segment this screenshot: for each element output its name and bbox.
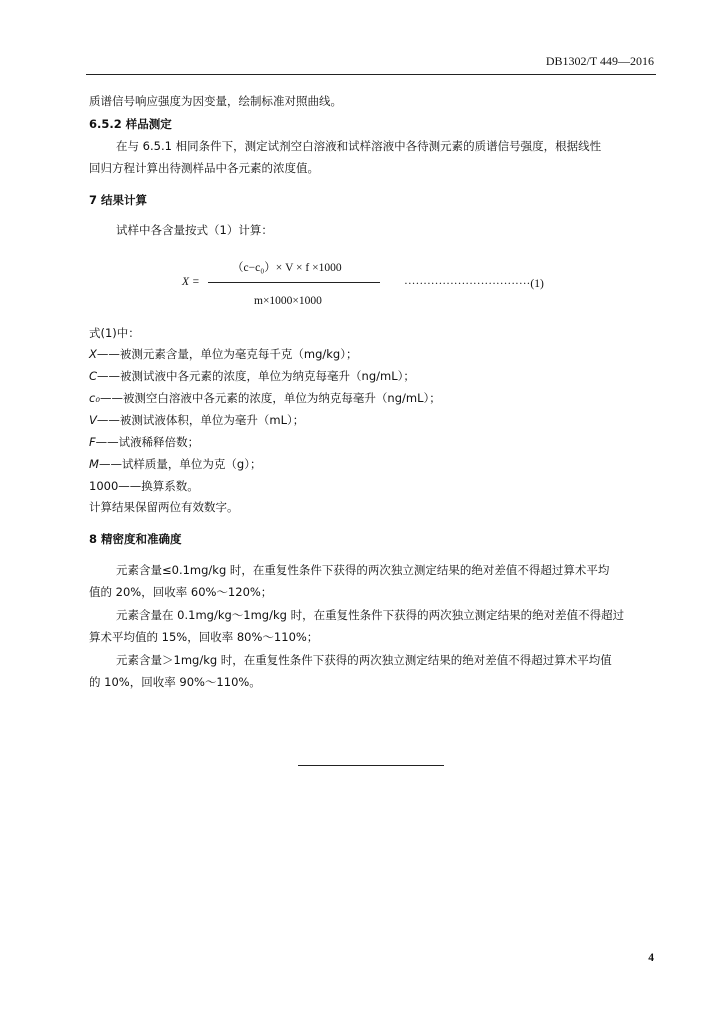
- formula-number: ·································(1): [404, 278, 544, 290]
- body-text-line: 值的 20%，回收率 60%～120%；: [89, 585, 273, 599]
- formula-numerator: （c−c₀）× V × f ×1000: [232, 262, 342, 274]
- header-rule: [86, 74, 656, 75]
- definition-item: C——被测试液中各元素的浓度，单位为纳克每毫升（ng/mL）；: [89, 369, 415, 383]
- fraction-bar: [208, 282, 380, 283]
- body-text-line: 在与 6.5.1 相同条件下，测定试剂空白溶液和试样溶液中各待测元素的质谱信号强度，根据线性: [116, 139, 602, 153]
- body-text-line: 元素含量≤0.1mg/kg 时，在重复性条件下获得的两次独立测定结果的绝对差值不得超过算术平均: [116, 563, 610, 577]
- end-of-document-rule: [298, 765, 444, 766]
- section-heading-6-5-2: 6.5.2 样品测定: [89, 117, 172, 131]
- page-number: 4: [648, 952, 654, 964]
- body-text-line: 回归方程计算出待测样品中各元素的浓度值。: [89, 161, 319, 175]
- section-heading-7: 7 结果计算: [89, 193, 148, 207]
- result-note: 计算结果保留两位有效数字。: [89, 500, 239, 514]
- formula-lhs: X =: [182, 276, 200, 288]
- body-text-line: 的 10%，回收率 90%～110%。: [89, 675, 261, 689]
- definition-item: M——试样质量，单位为克（g）；: [89, 457, 262, 471]
- definition-item: c₀——被测空白溶液中各元素的浓度，单位为纳克每毫升（ng/mL）；: [89, 391, 441, 405]
- standard-code: DB1302/T 449—2016: [545, 54, 654, 68]
- definition-item: 1000——换算系数。: [89, 479, 199, 493]
- definition-item: X——被测元素含量，单位为毫克每千克（mg/kg）；: [89, 347, 358, 361]
- formula-denominator: m×1000×1000: [254, 295, 322, 307]
- body-text-line: 元素含量在 0.1mg/kg～1mg/kg 时，在重复性条件下获得的两次独立测定结果的绝对差值不得超过: [116, 608, 625, 622]
- section-heading-8: 8 精密度和准确度: [89, 532, 182, 546]
- where-label: 式(1)中：: [89, 326, 140, 340]
- formula-intro: 试样中各含量按式（1）计算：: [116, 223, 273, 237]
- definition-item: V——被测试液体积，单位为毫升（mL）；: [89, 413, 305, 427]
- definition-item: F——试液稀释倍数；: [89, 435, 200, 449]
- body-text-line: 算术平均值的 15%，回收率 80%～110%；: [89, 630, 319, 644]
- body-text-line: 质谱信号响应强度为因变量，绘制标准对照曲线。: [89, 94, 342, 108]
- body-text-line: 元素含量＞1mg/kg 时，在重复性条件下获得的两次独立测定结果的绝对差值不得超过算术平均值: [116, 653, 612, 667]
